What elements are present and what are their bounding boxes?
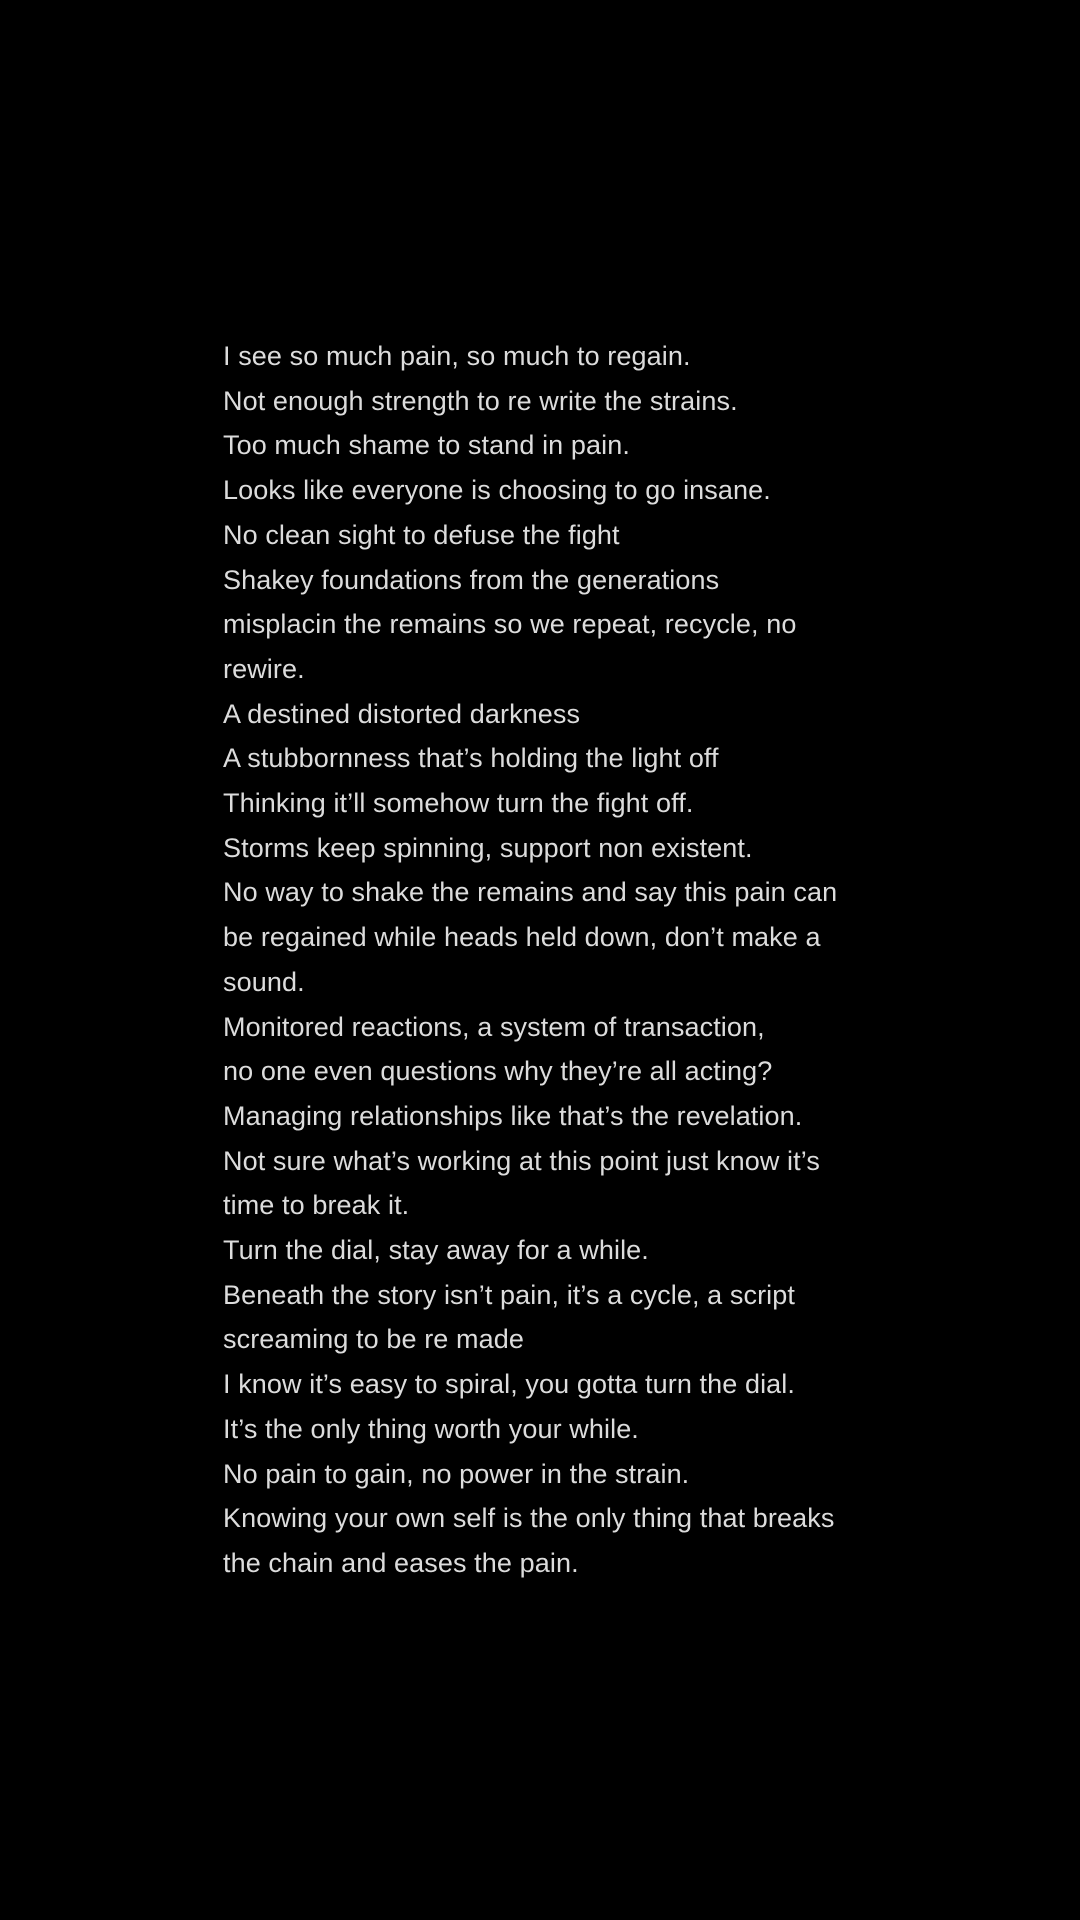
poem-line: no one even questions why they’re all acting? bbox=[223, 1056, 773, 1087]
poem-line: Too much shame to stand in pain. bbox=[223, 430, 630, 461]
poem-line: No way to shake the remains and say this pain can be regained while heads held down, don’t make a sound. bbox=[223, 877, 838, 997]
poem-line: Thinking it’ll somehow turn the fight off. bbox=[223, 788, 694, 819]
poem-line: I know it’s easy to spiral, you gotta turn the dial. bbox=[223, 1369, 796, 1400]
poem-line: Turn the dial, stay away for a while. bbox=[223, 1235, 649, 1266]
poem-line: I see so much pain, so much to regain. bbox=[223, 341, 691, 371]
poem-line: A stubbornness that’s holding the light off bbox=[223, 743, 719, 774]
poem-line: No clean sight to defuse the fight bbox=[223, 519, 620, 550]
poem-line: Knowing your own self is the only thing that breaks the chain and eases the pain. bbox=[223, 1503, 835, 1578]
poem-line: Not enough strength to re write the strains. bbox=[223, 385, 738, 416]
poem-line: Managing relationships like that’s the revelation. bbox=[223, 1100, 803, 1131]
poem-line: Looks like everyone is choosing to go insane. bbox=[223, 475, 771, 506]
poem-line: Beneath the story isn’t pain, it’s a cycle, a script screaming to be re made bbox=[223, 1279, 795, 1355]
poem-line: Shakey foundations from the generations bbox=[223, 564, 720, 595]
poem-line: It’s the only thing worth your while. bbox=[223, 1413, 639, 1444]
poem-text-block bbox=[223, 334, 873, 1586]
poem-line: No pain to gain, no power in the strain. bbox=[223, 1458, 690, 1489]
poem-line: Storms keep spinning, support non existent. bbox=[223, 832, 753, 863]
poem-line: A destined distorted darkness bbox=[223, 698, 581, 729]
poem-line: Monitored reactions, a system of transaction, bbox=[223, 1011, 765, 1042]
poem-line: misplacin the remains so we repeat, recycle, no rewire. bbox=[223, 609, 797, 684]
poem-line: Not sure what’s working at this point just know it’s time to break it. bbox=[223, 1145, 820, 1221]
